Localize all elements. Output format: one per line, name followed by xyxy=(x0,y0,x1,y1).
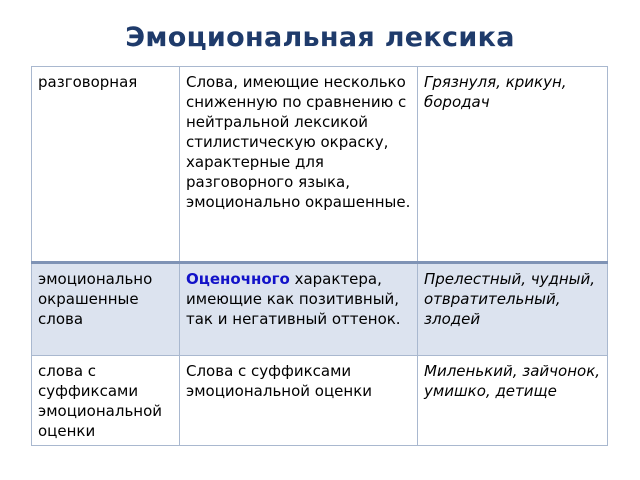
category-cell: эмоционально окрашенные слова xyxy=(32,263,180,356)
evaluative-term: Оценочного xyxy=(186,270,290,288)
table-row-colloquial xyxy=(32,67,608,263)
table-row-emotional xyxy=(32,263,608,356)
description-rest: характера, имеющие как позитивный, так и негативный оттенок. xyxy=(186,270,401,328)
lexicon-table xyxy=(31,66,608,446)
slide-title: Эмоциональная лексика xyxy=(125,22,515,53)
description-cell: Слова с суффиксами эмоциональной оценки xyxy=(180,356,418,446)
examples-cell: Грязнуля, крикун, бородач xyxy=(418,67,608,263)
examples-cell: Миленький, зайчонок, умишко, детище xyxy=(418,356,608,446)
description-cell xyxy=(180,263,418,356)
category-cell: слова с суффиксами эмоциональной оценки xyxy=(32,356,180,446)
examples-cell: Прелестный, чудный, отвратительный, злодей xyxy=(418,263,608,356)
description-cell: Слова, имеющие несколько сниженную по сравнению с нейтральной лексикой стилистическую окраску, характерные для разговорного языка, эмоционально окрашенные. xyxy=(180,67,418,263)
table-row-suffixes xyxy=(32,356,608,446)
category-cell: разговорная xyxy=(32,67,180,263)
